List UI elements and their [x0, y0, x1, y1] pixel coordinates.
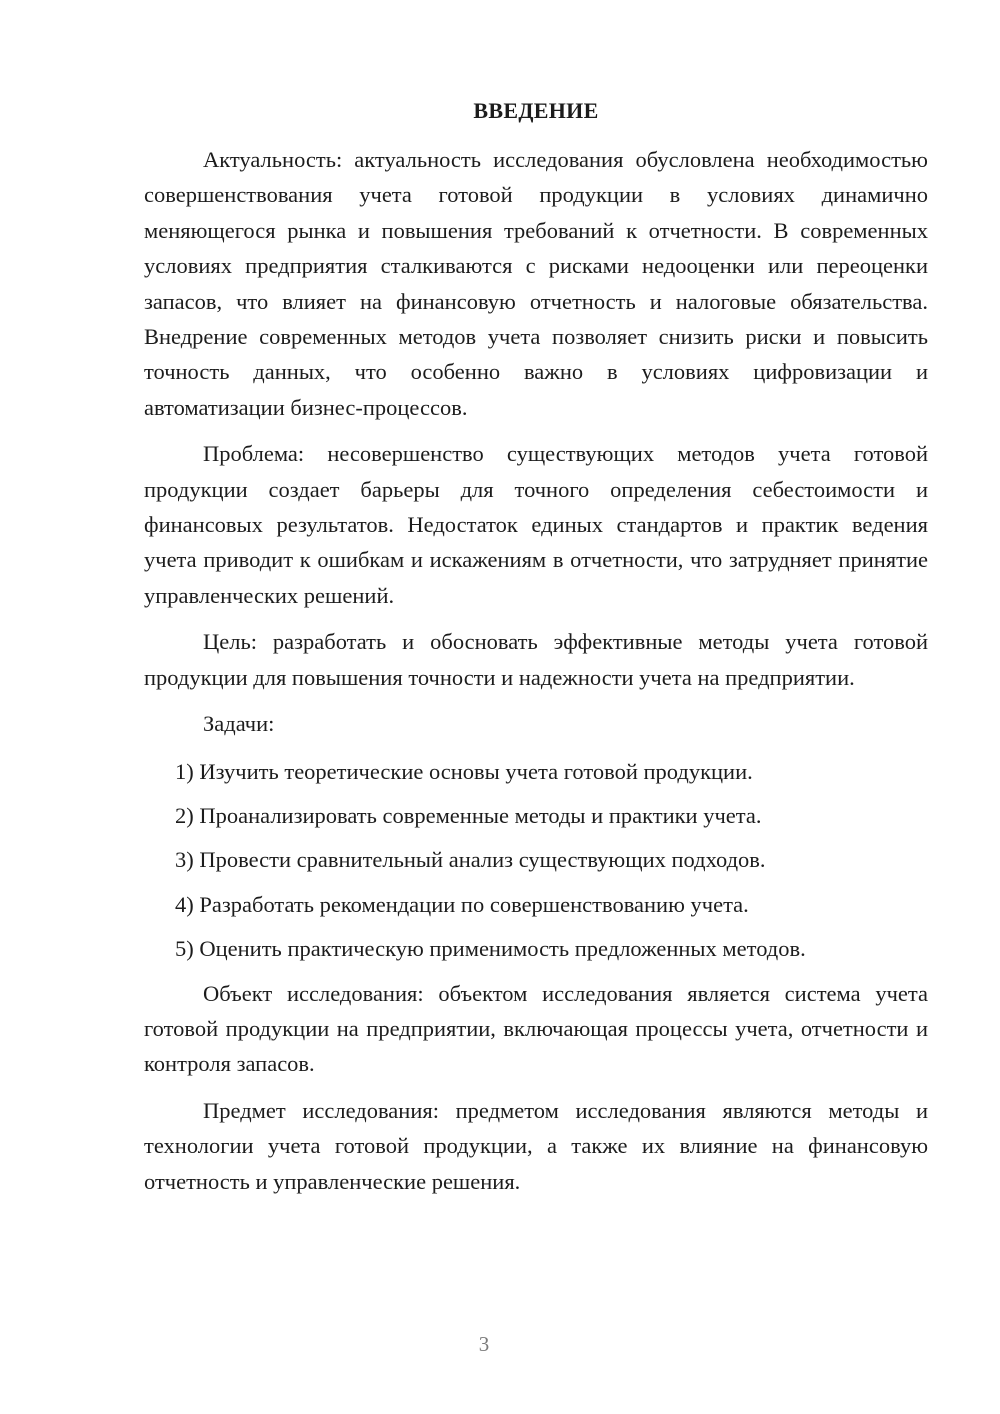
actuality-paragraph: Актуальность: актуальность исследования обусловлена необходимостью совершенствования учета готовой продукции в условиях динамично меняющегося рынка и повышения требований к отчетности. В современных условиях предприятия сталкиваются с рисками недооценки или переоценки запасов, что влияет на финансовую отчетность и налоговые обязательства. Внедрение современных методов учета позволяет снизить риски и повысить точность данных, что особенно важно в условиях цифровизации и автоматизации бизнес-процессов.	[144, 147, 928, 420]
page-title: ВВЕДЕНИЕ	[473, 98, 599, 123]
list-item: 4) Разработать рекомендации по совершенствованию учета.	[175, 891, 749, 917]
goal-paragraph: Цель: разработать и обосновать эффективные методы учета готовой продукции для повышения точности и надежности учета на предприятии.	[144, 629, 928, 690]
page-number: 3	[478, 1332, 490, 1356]
object-paragraph: Объект исследования: объектом исследования является система учета готовой продукции на предприятии, включающая процессы учета, отчетности и контроля запасов.	[144, 980, 928, 1077]
subject-paragraph: Предмет исследования: предметом исследования являются методы и технологии учета готовой продукции, а также их влияние на финансовую отчетность и управленческие решения.	[144, 1097, 928, 1194]
list-item: 2) Проанализировать современные методы и практики учета.	[175, 802, 762, 828]
document-body	[144, 142, 928, 1199]
list-item: 3) Провести сравнительный анализ существующих подходов.	[175, 847, 766, 873]
list-item: 1) Изучить теоретические основы учета готовой продукции.	[175, 758, 753, 784]
tasks-list	[144, 754, 928, 967]
document-page	[144, 0, 928, 1414]
problem-paragraph: Проблема: несовершенство существующих методов учета готовой продукции создает барьеры для точного определения себестоимости и финансовых результатов. Недостаток единых стандартов и практик ведения учета приводит к ошибкам и искажениям в отчетности, что затрудняет принятие управленческих решений.	[144, 441, 928, 608]
list-item: 5) Оценить практическую применимость предложенных методов.	[175, 936, 806, 962]
tasks-heading: Задачи:	[203, 711, 275, 737]
